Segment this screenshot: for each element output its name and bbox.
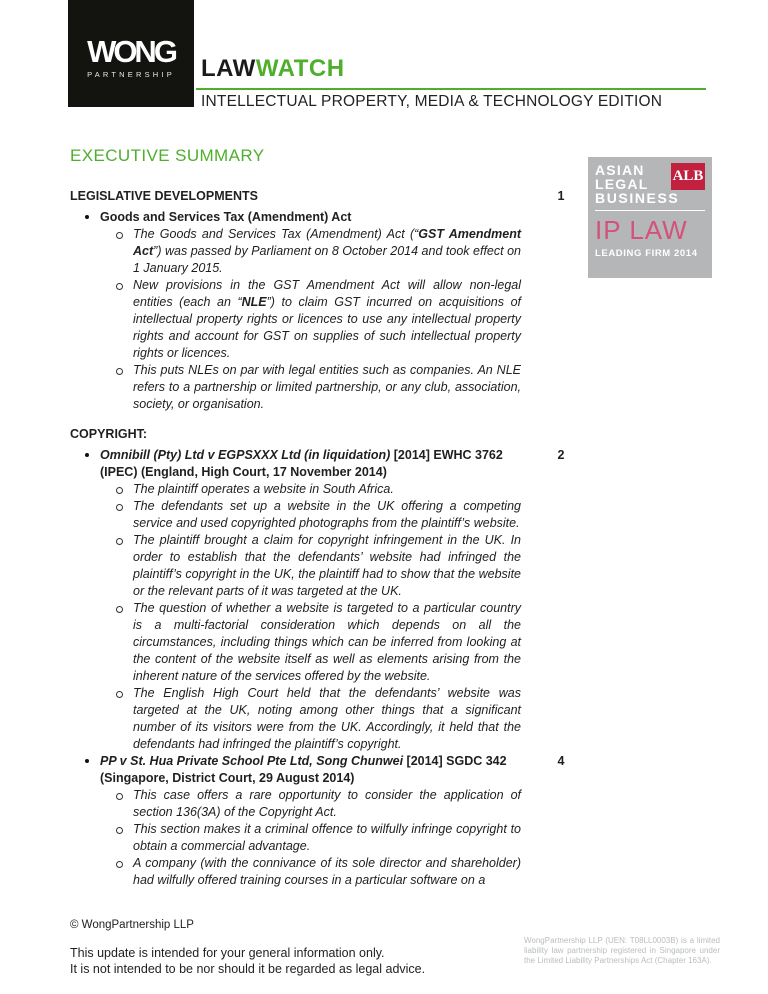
circle-bullet-icon <box>115 685 133 753</box>
sub-point-segment: The defendants set up a website in the UK offering a competing service and used copyrighted photographs from the plaintiff’s website. <box>133 499 521 530</box>
iplaw-label: IP LAW <box>595 215 688 245</box>
sub-point-segment: The English High Court held that the defendants’ website was targeted at the UK, noting among other things that a significant number of its visitors were from the UK. Accordingly, it held that the defendants had infringed the plaintiff’s copyright. <box>133 686 521 751</box>
case-title-segment: [2014] SGDC 342 (Singapore, District Court, 29 August 2014) <box>100 754 507 785</box>
summary-sections <box>70 188 576 889</box>
sub-point-text <box>133 855 521 889</box>
sub-point-segment: This case offers a rare opportunity to consider the application of section 136(3A) of the Copyright Act. <box>133 788 521 819</box>
summary-section <box>70 188 576 413</box>
alb-line-business: BUSINESS <box>595 190 680 206</box>
case-title-row <box>70 209 576 226</box>
sub-point-segment: This section makes it a criminal offence to wilfully infringe copyright to obtain a commercial advantage. <box>133 822 521 853</box>
logo-wordmark: WONG <box>87 33 175 69</box>
case-title-segment: PP v St. Hua Private School Pte Ltd, Song Chunwei <box>100 754 404 768</box>
circle-bullet-icon <box>115 481 133 498</box>
document-body <box>70 147 576 889</box>
circle-bullet-icon <box>115 855 133 889</box>
sub-point-text <box>133 787 521 821</box>
sub-point <box>70 787 576 821</box>
case-title <box>100 753 524 787</box>
circle-bullet-icon <box>115 498 133 532</box>
case-title-row <box>70 753 576 787</box>
newsletter-title <box>201 56 345 82</box>
masthead-divider <box>196 88 706 90</box>
sub-point-segment: A company (with the connivance of its sole director and shareholder) had wilfully offered training courses in a particular software on a <box>133 856 521 887</box>
sub-point-text <box>133 685 521 753</box>
page-number: 2 <box>557 448 565 462</box>
alb-line-legal: LEGAL <box>595 176 649 192</box>
sub-point-text <box>133 277 521 362</box>
footer-disclaimer <box>70 945 425 977</box>
section-heading-row <box>70 426 576 443</box>
alb-iplaw-award-badge <box>588 157 712 278</box>
sub-point-segment: The Goods and Services Tax (Amendment) Act (“ <box>133 227 419 241</box>
sub-point <box>70 821 576 855</box>
circle-bullet-icon <box>115 277 133 362</box>
footer-copyright: © WongPartnership LLP <box>70 919 194 931</box>
case-title-row <box>70 447 576 481</box>
sub-point <box>70 855 576 889</box>
newsletter-title-law: LAW <box>201 55 256 82</box>
executive-summary-title: EXECUTIVE SUMMARY <box>70 146 265 165</box>
footer-disclaimer-line2: It is not intended to be nor should it be regarded as legal advice. <box>70 962 426 976</box>
section-heading: LEGISLATIVE DEVELOPMENTS <box>70 189 258 203</box>
sub-point-text <box>133 362 521 413</box>
edition-subtitle: INTELLECTUAL PROPERTY, MEDIA & TECHNOLOGY EDITION <box>201 93 663 110</box>
sub-point <box>70 532 576 600</box>
page-number: 4 <box>557 754 565 768</box>
footer-left-block <box>70 919 425 977</box>
case-title <box>100 447 524 481</box>
circle-bullet-icon <box>115 600 133 685</box>
logo-partnership-label: PARTNERSHIP <box>87 69 175 79</box>
alb-line-asian: ASIAN <box>595 162 645 178</box>
circle-bullet-icon <box>115 226 133 277</box>
sub-point-segment: NLE <box>241 295 267 309</box>
bullet-icon <box>85 209 100 226</box>
alb-logo-icon: ALB <box>671 163 705 190</box>
sub-point-segment: ”) was passed by Parliament on 8 October 2014 and took effect on 1 January 2015. <box>133 244 521 275</box>
circle-bullet-icon <box>115 821 133 855</box>
sub-point-segment: New provisions in the GST Amendment Act will allow non-legal entities (each an “ <box>133 278 521 309</box>
sub-point-segment: The plaintiff operates a website in South Africa. <box>133 482 394 496</box>
sub-point <box>70 277 576 362</box>
sub-point-segment: The question of whether a website is targeted to a particular country is a multi-factorial consideration which depends on all the circumstances, including things which can be inferred from looking at the content of the website itself as well as elements arising from the inherent nature of the services offered by the website. <box>133 601 521 683</box>
sub-point <box>70 600 576 685</box>
sub-point-text <box>133 600 521 685</box>
sub-point-text <box>133 498 521 532</box>
case-title-segment: Goods and Services Tax (Amendment) Act <box>100 210 352 224</box>
sub-point-segment: The plaintiff brought a claim for copyright infringement in the UK. In order to establish that the defendants’ website had infringed the plaintiff’s copyright in the UK, the plaintiff had to show that the website or the relevant parts of it was targeted at the UK. <box>133 533 521 598</box>
sub-point-segment: This puts NLEs on par with legal entities such as companies. An NLE refers to a partnership or limited partnership, or any club, association, society, or organisation. <box>133 363 521 411</box>
case-title-segment: [2014] EWHC 3762 (IPEC) (England, High Court, 17 November 2014) <box>100 448 503 479</box>
footer-registration: WongPartnership LLP (UEN: T08LL0003B) is a limited liability law partnership registered in Singapore under the Limited Liability Partnerships Act (Chapter 163A). <box>524 936 720 965</box>
badge-divider <box>595 210 705 211</box>
sub-point-text <box>133 821 521 855</box>
case-title <box>100 209 524 226</box>
sub-point <box>70 226 576 277</box>
bullet-icon <box>85 447 100 481</box>
sub-point <box>70 362 576 413</box>
sub-point-segment: GST Amendment Act <box>133 227 521 258</box>
circle-bullet-icon <box>115 532 133 600</box>
footer-disclaimer-line1: This update is intended for your general information only. <box>70 946 385 960</box>
circle-bullet-icon <box>115 362 133 413</box>
wongpartnership-logo <box>68 0 194 107</box>
leading-firm-label: LEADING FIRM 2014 <box>595 248 698 259</box>
sub-point-segment: ”) to claim GST incurred on acquisitions of intellectual property rights or licences to use any intellectual property rights and account for GST on supplies of such intellectual property rights or licences. <box>133 295 522 360</box>
sub-point <box>70 498 576 532</box>
bullet-icon <box>85 753 100 787</box>
sub-point-text <box>133 226 521 277</box>
sub-point <box>70 685 576 753</box>
page-number: 1 <box>557 189 565 203</box>
circle-bullet-icon <box>115 787 133 821</box>
section-heading: COPYRIGHT: <box>70 427 148 441</box>
section-heading-row <box>70 188 576 205</box>
summary-section <box>70 426 576 889</box>
sub-point-text <box>133 481 521 498</box>
sub-point-text <box>133 532 521 600</box>
newsletter-title-watch: WATCH <box>255 55 345 82</box>
sub-point <box>70 481 576 498</box>
case-title-segment: Omnibill (Pty) Ltd v EGPSXXX Ltd (in liquidation) <box>100 448 391 462</box>
alb-badge-top <box>595 163 705 207</box>
